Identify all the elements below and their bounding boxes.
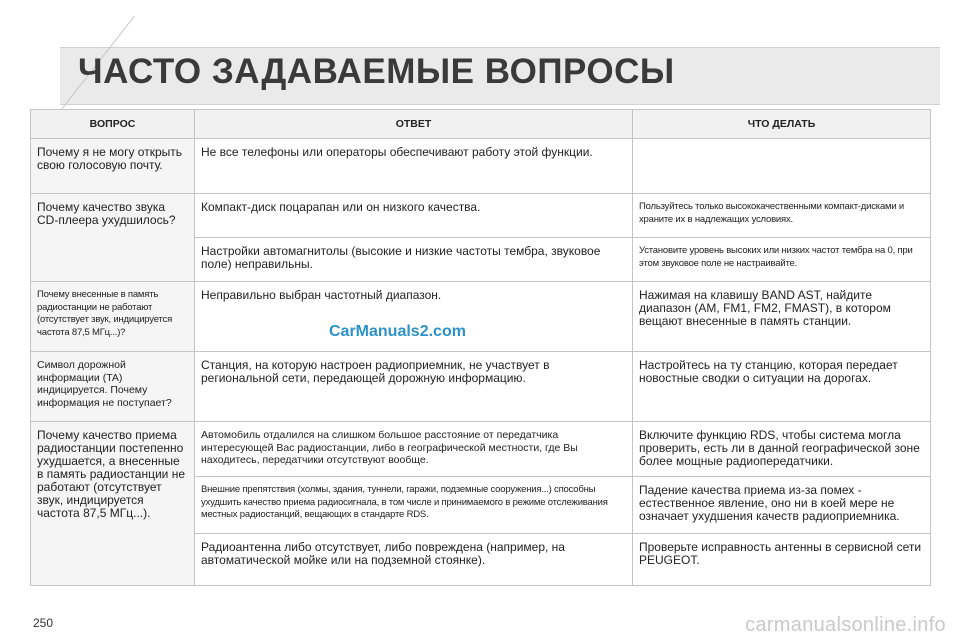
answer-cell: Настройки автомагнитолы (высокие и низкие частоты тембра, звуковое поле) неправильны. bbox=[195, 238, 633, 282]
question-cell: Символ дорожной информации (TA) индицируется. Почему информация не поступает? bbox=[31, 352, 195, 422]
answer-cell: Не все телефоны или операторы обеспечивают работу этой функции. bbox=[195, 139, 633, 194]
page-title: ЧАСТО ЗАДАВАЕМЫЕ ВОПРОСЫ bbox=[78, 52, 675, 91]
header-action: ЧТО ДЕЛАТЬ bbox=[633, 110, 931, 139]
watermark-text: CarManuals2.com bbox=[329, 323, 466, 340]
table-row bbox=[31, 282, 931, 352]
table-header-row bbox=[31, 110, 931, 139]
table-row bbox=[31, 139, 931, 194]
faq-table bbox=[30, 109, 931, 586]
action-cell: Установите уровень высоких или низких частот тембра на 0, при этом звуковое поле не настраивайте. bbox=[633, 238, 931, 282]
answer-cell: Неправильно выбран частотный диапазон. bbox=[195, 282, 633, 352]
table-row bbox=[31, 194, 931, 238]
table-row bbox=[31, 352, 931, 422]
header-answer: ОТВЕТ bbox=[195, 110, 633, 139]
question-cell: Почему я не могу открыть свою голосовую почту. bbox=[31, 139, 195, 194]
answer-cell: Станция, на которую настроен радиоприемник, не участвует в региональной сети, передающей дорожную информацию. bbox=[195, 352, 633, 422]
header-question: ВОПРОС bbox=[31, 110, 195, 139]
action-cell: Пользуйтесь только высококачественными компакт-дисками и храните их в надлежащих условиях. bbox=[633, 194, 931, 238]
answer-cell: Компакт-диск поцарапан или он низкого качества. bbox=[195, 194, 633, 238]
action-cell: Падение качества приема из-за помех - естественное явление, оно ни в коей мере не означает ухудшения качеств радиоприемника. bbox=[633, 477, 931, 534]
action-cell: Нажимая на клавишу BAND AST, найдите диапазон (AM, FM1, FM2, FMAST), в котором вещают внесенные в память станции. bbox=[633, 282, 931, 352]
action-cell: Проверьте исправность антенны в сервисной сети PEUGEOT. bbox=[633, 534, 931, 586]
question-cell: Почему внесенные в память радиостанции не работают (отсутствует звук, индицируется частота 87,5 МГц...)? bbox=[31, 282, 195, 352]
answer-cell: Радиоантенна либо отсутствует, либо повреждена (например, на автоматической мойке или на подземной стоянке). bbox=[195, 534, 633, 586]
table-row bbox=[31, 422, 931, 477]
page-number: 250 bbox=[33, 616, 54, 630]
action-cell: Настройтесь на ту станцию, которая передает новостные сводки о ситуации на дорогах. bbox=[633, 352, 931, 422]
answer-cell: Внешние препятствия (холмы, здания, туннели, гаражи, подземные сооружения...) способны ухудшить качество приема радиосигнала, в том числе и принимаемого в режиме отслеживания местных радиостанций, вещающих в стандарте RDS. bbox=[195, 477, 633, 534]
footer-watermark: carmanualsonline.info bbox=[745, 614, 946, 636]
action-cell bbox=[633, 139, 931, 194]
action-cell: Включите функцию RDS, чтобы система могла проверить, есть ли в данной географической зоне более мощные радиопередатчики. bbox=[633, 422, 931, 477]
question-cell: Почему качество звука CD-плеера ухудшилось? bbox=[31, 194, 195, 282]
answer-cell: Автомобиль отдалился на слишком большое расстояние от передатчика интересующей Вас радиостанции, либо в географической местности, где Вы находитесь, передатчики отсутствуют вообще. bbox=[195, 422, 633, 477]
question-cell: Почему качество приема радиостанции постепенно ухудшается, а внесенные в память радиостанции не работают (отсутствует звук, индицируется частота 87,5 МГц...). bbox=[31, 422, 195, 586]
